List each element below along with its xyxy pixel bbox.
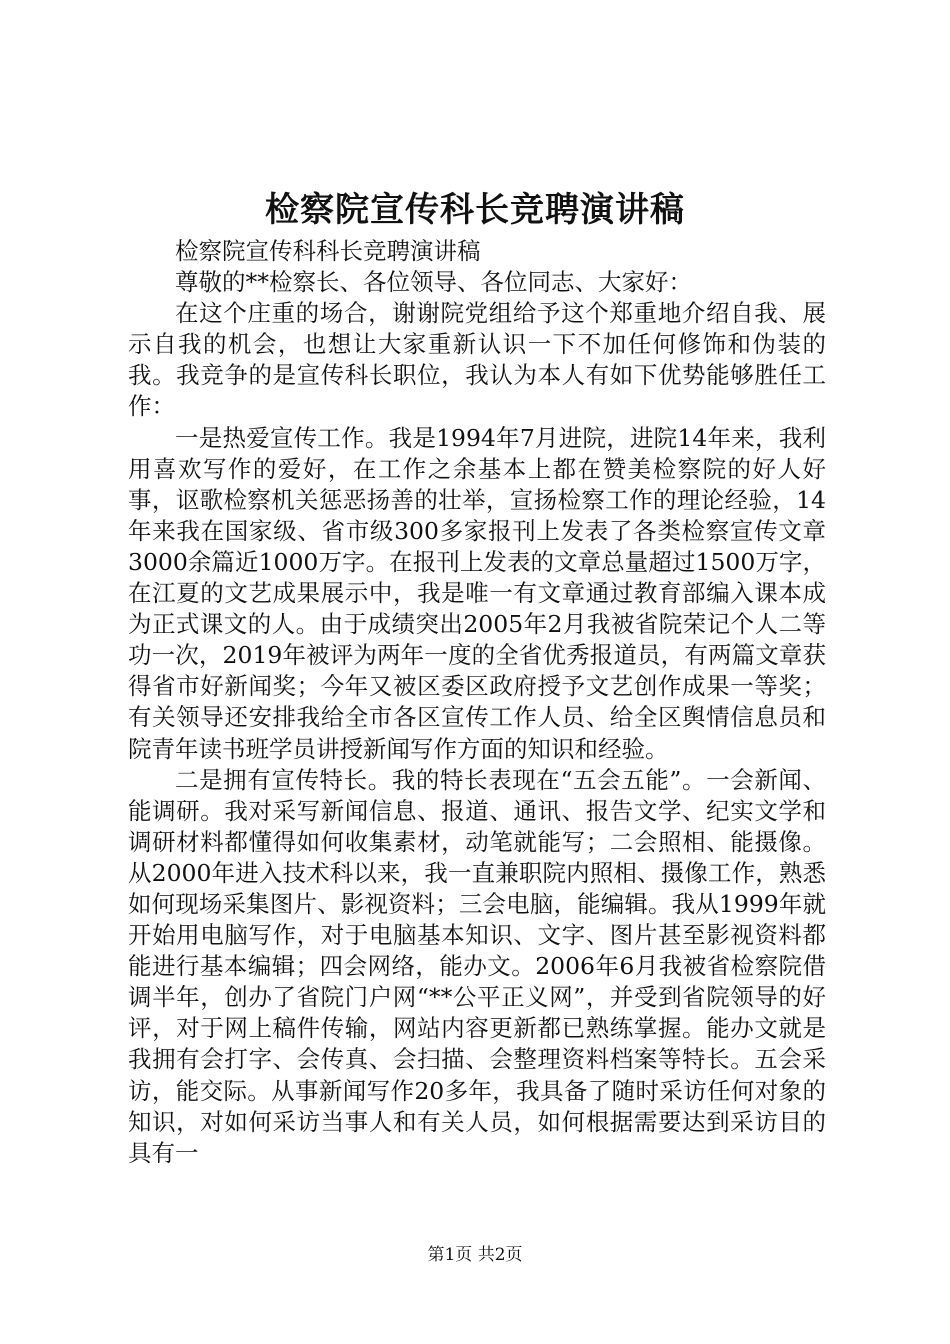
document-title: 检察院宣传科长竞聘演讲稿: [265, 190, 685, 230]
page-number-footer: 第1页 共2页: [427, 1245, 523, 1265]
paragraph-intro: 在这个庄重的场合，谢谢院党组给予这个郑重地介绍自我、展示自我的机会，也想让大家重新认识一下不加任何修饰和伪装的我。我竞争的是宣传科长职位，我认为本人有如下优势能够胜任工作：: [128, 299, 826, 421]
paragraph-subtitle: 检察院宣传科科长竞聘演讲稿: [175, 237, 481, 265]
paragraph-point-two: 二是拥有宣传特长。我的特长表现在“五会五能”。一会新闻、能调研。我对采写新闻信息、报道、通讯、报告文学、纪实文学和调研材料都懂得如何收集素材，动笔就能写；二会照相、能摄像。从2000年进入技术科以来，我一直兼职院内照相、摄像工作，熟悉如何现场采集图片、影视资料；三会电脑，能编辑。我从1999年就开始用电脑写作，对于电脑基本知识、文字、图片甚至影视资料都能进行基本编辑；四会网络，能办文。2006年6月我被省检察院借调半年，创办了省院门户网“**公平正义网”，并受到省院领导的好评，对于网上稿件传输，网站内容更新都已熟练掌握。能办文就是我拥有会打字、会传真、会扫描、会整理资料档案等特长。五会采访，能交际。从事新闻写作20多年，我具备了随时采访任何对象的知识，对如何采访当事人和有关人员，如何根据需要达到采访目的具有一: [128, 765, 826, 1167]
document-body: [128, 236, 826, 1169]
paragraph-point-one: 一是热爱宣传工作。我是1994年7月进院，进院14年来，我利用喜欢写作的爱好，在工作之余基本上都在赞美检察院的好人好事，讴歌检察机关惩恶扬善的壮举，宣扬检察工作的理论经验，14年来我在国家级、省市级300多家报刊上发表了各类检察宣传文章3000余篇近1000万字。在报刊上发表的文章总量超过1500万字，在江夏的文艺成果展示中，我是唯一有文章通过教育部编入课本成为正式课文的人。由于成绩突出2005年2月我被省院荣记个人二等功一次，2019年被评为两年一度的全省优秀报道员，有两篇文章获得省市好新闻奖；今年又被区委区政府授予文艺创作成果一等奖；有关领导还安排我给全市各区宣传工作人员、给全区舆情信息员和院青年读书班学员讲授新闻写作方面的知识和经验。: [128, 423, 826, 763]
paragraph-salutation: 尊敬的**检察长、各位领导、各位同志、大家好：: [175, 268, 692, 297]
